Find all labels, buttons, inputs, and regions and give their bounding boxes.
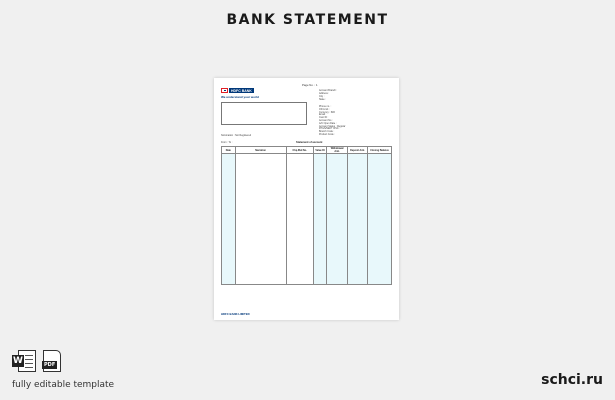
customer-address-box [221,102,307,125]
pdf-label: PDF [44,362,56,368]
table-cell [235,280,286,285]
column-header: Narration [235,147,286,154]
account-detail-line: OD Limit : [319,107,330,111]
word-icon [12,350,36,372]
table-cell [368,280,392,285]
nomination-status: Nomination : Not Registered [221,134,252,137]
table-row [222,280,392,285]
account-detail-line: Email : [319,113,327,117]
column-header: Value Dt [313,147,327,154]
statement-heading: Statement of account [296,141,323,144]
account-detail-line: Branch Code : [319,130,335,134]
pdf-icon [42,350,62,372]
account-detail-line: Cust ID : [319,116,329,120]
word-letter: W [13,356,23,366]
page-title: BANK STATEMENT [226,12,389,28]
column-header: Deposit Amt. [347,147,367,154]
table-cell [313,280,327,285]
format-icons [12,350,62,372]
account-detail-line: Address : [319,92,330,95]
statement-period: From : To : [221,141,233,144]
page-number: Page No .: 1 [302,83,318,87]
account-detail-line: A/C Open Date : [319,121,337,125]
table-cell [347,280,367,285]
table-cell [222,280,236,285]
column-header: Withdrawal Amt. [327,147,347,154]
account-details [319,89,394,101]
account-detail-line: Account Status : Regular [319,124,346,128]
account-detail-line: Account No : [319,118,333,122]
account-detail-line: City : [319,95,325,98]
column-header: Chq./Ref.No. [286,147,313,154]
account-details-more [319,106,394,137]
bank-tagline: We understand your world [221,95,259,99]
account-detail-line: Currency : INR [319,110,335,114]
site-brand: schci.ru [541,372,603,388]
statement-footer-bank: HDFC BANK LIMITED [221,312,250,316]
table-cell [327,280,347,285]
transactions-body [222,154,392,285]
bank-statement-document [214,78,399,320]
table-header-row [222,147,392,154]
transactions-table [221,146,392,285]
template-caption: fully editable template [12,380,115,390]
account-detail-line: Product Code : [319,132,335,136]
column-header: Closing Balance [368,147,392,154]
table-cell [286,280,313,285]
bank-logo [221,88,254,93]
column-header: Date [222,147,236,154]
account-detail-line: State : [319,98,326,101]
account-detail-line: Phone no. : [319,105,332,108]
account-detail-line: Account Branch : [319,89,338,92]
bank-logo-icon [221,88,228,93]
account-detail-line: RTGS/NEFT IFSC : [319,127,340,131]
bank-name: HDFC BANK [231,88,252,93]
